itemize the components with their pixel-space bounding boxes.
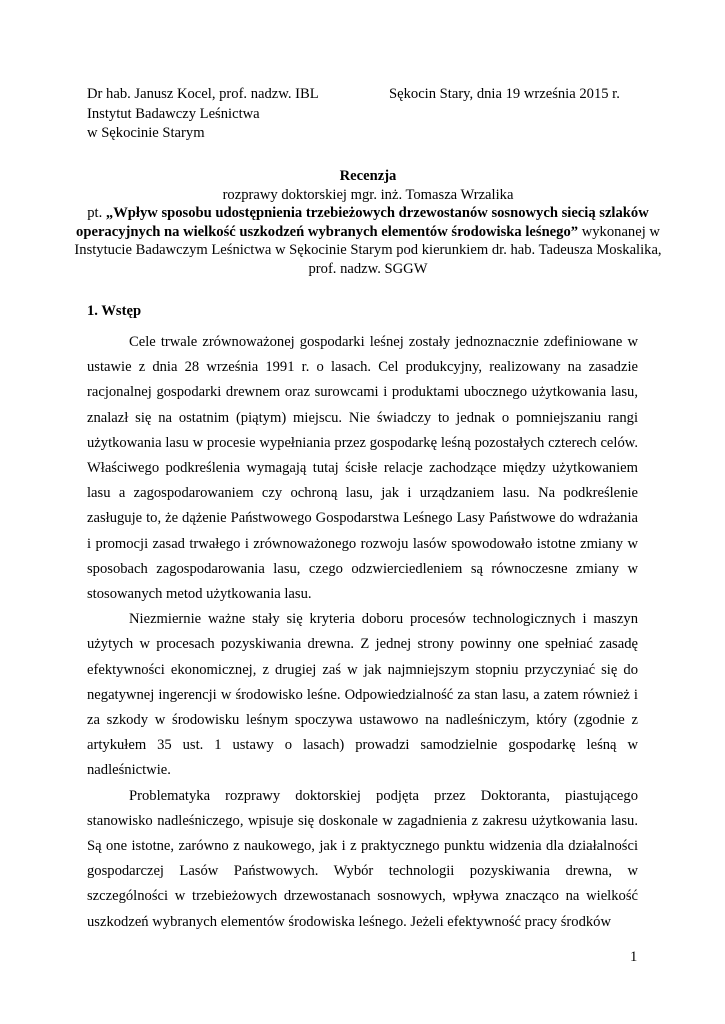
thesis-title-line [72,204,664,278]
title-prefix: pt. [87,205,106,222]
document-label: Recenzja [339,168,397,184]
thesis-title: „Wpływ sposobu udostępnienia trzebieżowych drzewostanów sosnowych siecią szlaków operacyjnych na wielkość uszkodzeń wybranych elementów środowiska leśnego” [76,205,649,240]
author-location: w Sękocinie Starym [87,125,205,141]
body-text [87,330,638,935]
title-block [72,167,664,279]
author-name: Dr hab. Janusz Kocel, prof. nadzw. IBL [87,86,319,102]
page-number: 1 [630,949,638,965]
author-block [87,85,319,144]
place-date: Sękocin Stary, dnia 19 września 2015 r. [389,86,620,102]
title-line-1: rozprawy doktorskiej mgr. inż. Tomasza Wrzalika [222,186,514,203]
author-institution: Instytut Badawczy Leśnictwa [87,105,260,122]
paragraph: Niezmiernie ważne stały się kryteria doboru procesów technologicznych i maszyn użytych w procesach pozyskiwania drewna. Z jednej strony powinny one spełniać zasadę efektywności ekonomicznej, z drugiej zaś w jak najmniejszym stopniu przyczyniać się do negatywnej ingerencji w środowisko leśne. Odpowiedzialność za stan lasu, a zatem również i za szkody w środowisku leśnym spoczywa ustawowo na nadleśniczym, który (zgodnie z artykułem 35 ust. 1 ustawy o lasach) prowadzi samodzielnie gospodarkę leśną w nadleśnictwie. [87,611,638,779]
paragraph: Problematyka rozprawy doktorskiej podjęta przez Doktoranta, piastującego stanowisko nadleśniczego, wpisuje się doskonale w zagadnienia z zakresu użytkowania lasu. Są one istotne, zarówno z naukowego, jak i z praktycznego punktu widzenia dla działalności gospodarczej Lasów Państwowych. Wybór technologii pozyskiwania drewna, w szczególności w trzebieżowych drzewostanach sosnowych, wpływa znacząco na wielkość uszkodzeń wybranych elementów środowiska leśnego. Jeżeli efektywność pracy środków [87,787,638,930]
section-heading: 1. Wstęp [87,303,142,319]
paragraph: Cele trwale zrównoważonej gospodarki leśnej zostały jednoznacznie zdefiniowane w ustawie z dnia 28 września 1991 r. o lasach. Cel produkcyjny, realizowany na zasadzie racjonalnej gospodarki drewnem oraz surowcami i produktami ubocznego użytkowania lasu, znalazł się na ostatnim (piątym) miejscu. Nie świadczy to jednak o pomniejszaniu rangi użytkowania lasu w procesie wypełniania przez gospodarkę leśną pozostałych czterech celów. Właściwego podkreślenia wymagają tutaj ścisłe relacje zachodzące między użytkowaniem lasu a zagospodarowaniem czy ochroną lasu, jak i urządzaniem lasu. Na podkreślenie zasługuje to, że dążenie Państwowego Gospodarstwa Leśnego Lasy Państwowe do wdrażania i promocji zasad trwałego i zrównoważonego rozwoju lasów spowodowało istotne zmiany w sposobach zagospodarowania lasu, czego odzwierciedleniem są równoczesne zmiany w stosowanych metod użytkowania lasu. [87,334,638,603]
title-suffix: wykonanej w Instytucie Badawczym Leśnictwa w Sękocinie Starym pod kierunkiem dr. hab. Tadeusza Moskalika, prof. nadzw. SGGW [74,223,662,277]
